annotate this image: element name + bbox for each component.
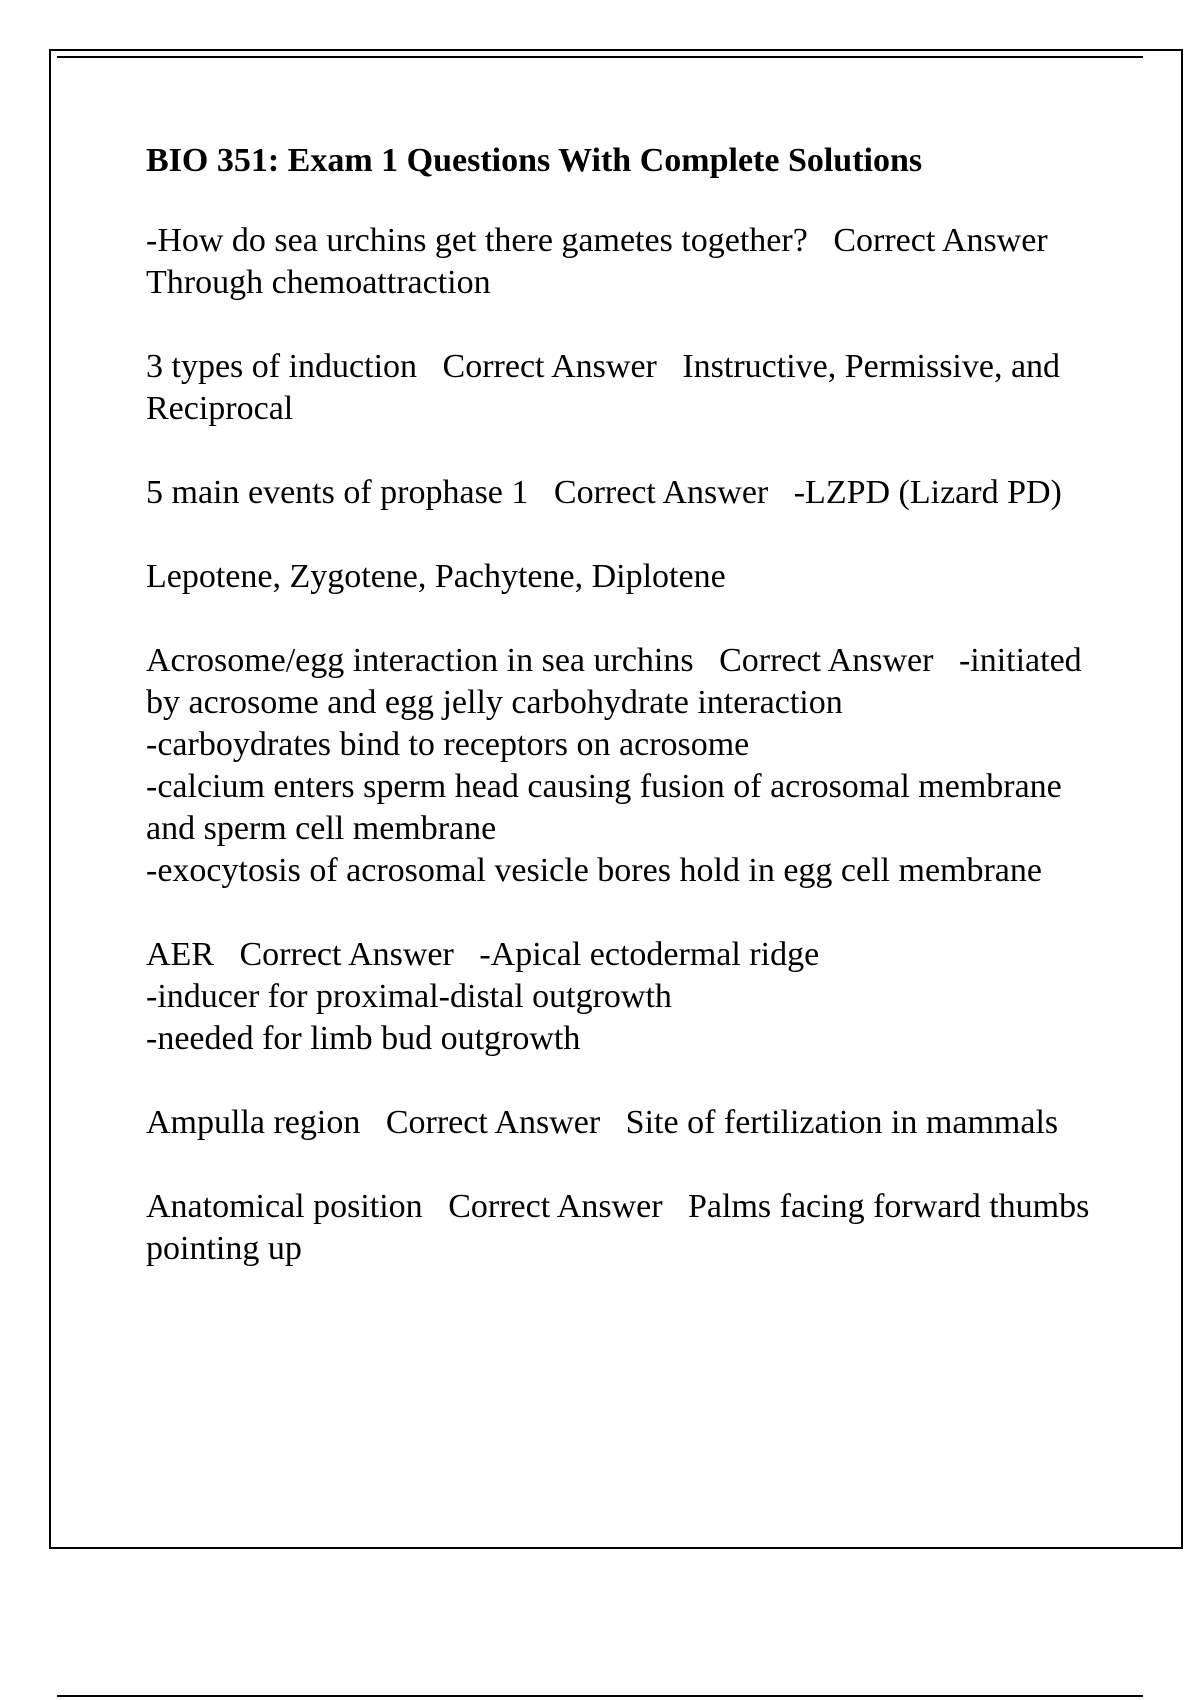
answer-text: Instructive, Permissive, and Reciprocal bbox=[146, 348, 1069, 427]
correct-answer-label: Correct Answer bbox=[385, 1104, 601, 1141]
answer-text: -inducer for proximal-distal outgrowth bbox=[146, 978, 672, 1015]
question-text: Acrosome/egg interaction in sea urchins bbox=[146, 642, 694, 679]
qa-entry bbox=[146, 1102, 1091, 1144]
answer-text: Site of fertilization in mammals bbox=[625, 1104, 1059, 1141]
answer-text: -initiated by acrosome and egg jelly carbohydrate interaction bbox=[146, 642, 1091, 721]
answer-text: -carboydrates bind to receptors on acrosome bbox=[146, 726, 750, 763]
question-text: 5 main events of prophase 1 bbox=[146, 474, 529, 511]
correct-answer-label: Correct Answer bbox=[442, 348, 657, 385]
correct-answer-label: Correct Answer bbox=[833, 222, 1048, 259]
answer-text: -calcium enters sperm head causing fusion of acrosomal membrane and sperm cell membrane bbox=[146, 768, 1071, 847]
question-text: Ampulla region bbox=[146, 1104, 361, 1141]
correct-answer-label: Correct Answer bbox=[448, 1188, 663, 1225]
answer-text: -needed for limb bud outgrowth bbox=[146, 1020, 581, 1057]
correct-answer-label: Correct Answer bbox=[553, 474, 769, 511]
top-rule bbox=[57, 56, 1143, 58]
qa-entry bbox=[146, 472, 1091, 514]
answer-text: -LZPD (Lizard PD) bbox=[793, 474, 1062, 511]
document-title: BIO 351: Exam 1 Questions With Complete Solutions bbox=[146, 142, 923, 179]
qa-entry bbox=[146, 346, 1091, 430]
correct-answer-label: Correct Answer bbox=[719, 642, 934, 679]
answer-text: Lepotene, Zygotene, Pachytene, Diplotene bbox=[146, 558, 726, 595]
document-body bbox=[146, 140, 1098, 1312]
bottom-rule bbox=[57, 1695, 1143, 1697]
qa-entry bbox=[146, 556, 1091, 598]
qa-entry bbox=[146, 220, 1091, 304]
question-text: -How do sea urchins get there gametes together? bbox=[146, 222, 808, 259]
answer-text: -Apical ectodermal ridge bbox=[479, 936, 820, 973]
qa-entry bbox=[146, 640, 1091, 892]
question-text: 3 types of induction bbox=[146, 348, 418, 385]
question-text: AER bbox=[146, 936, 214, 973]
answer-text: Through chemoattraction bbox=[146, 264, 491, 301]
question-text: Anatomical position bbox=[146, 1188, 423, 1225]
qa-entry bbox=[146, 1186, 1098, 1270]
qa-entry bbox=[146, 934, 1091, 1060]
answer-text: Palms facing forward thumbs pointing up bbox=[146, 1188, 1098, 1267]
answer-text: -exocytosis of acrosomal vesicle bores hold in egg cell membrane bbox=[146, 852, 1042, 889]
correct-answer-label: Correct Answer bbox=[239, 936, 454, 973]
